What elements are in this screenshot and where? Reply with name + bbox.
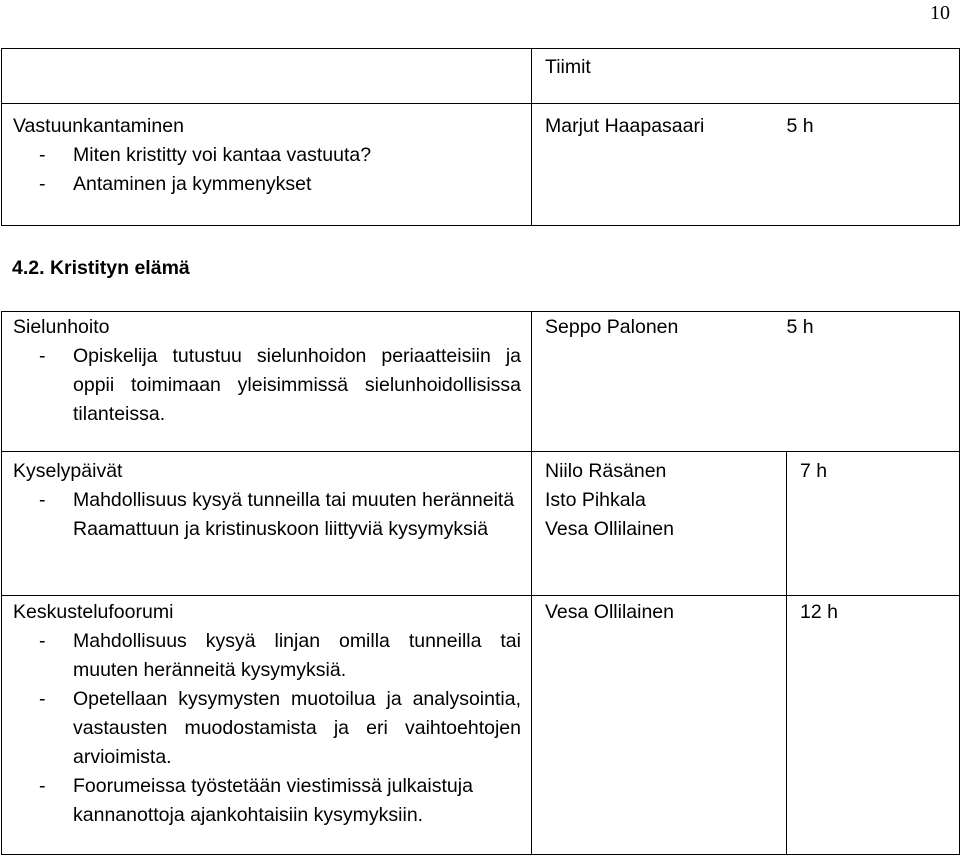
list-item: - Mahdollisuus kysyä tunneilla tai muuten heränneitä Raamattuun ja kristinuskoon liittyviä kysymyksiä <box>13 486 521 544</box>
course-cell <box>2 312 532 452</box>
list-item: - Miten kristitty voi kantaa vastuuta? <box>13 141 521 170</box>
list-item: - Opetellaan kysymysten muotoilua ja analysointia, vastausten muodostamista ja eri vaihtoehtojen arvioimista. <box>13 685 521 772</box>
list-item: - Antaminen ja kymmenykset <box>13 170 521 199</box>
course-cell <box>2 104 532 226</box>
teacher-name: Isto Pihkala <box>545 489 646 511</box>
hours-value: 5 h <box>786 316 814 338</box>
teacher-cell <box>532 104 787 226</box>
course-title: Kyselypäivät <box>13 460 123 482</box>
teacher-cell <box>532 596 787 855</box>
teacher-name: Seppo Palonen <box>545 316 679 338</box>
hours-cell <box>787 596 960 855</box>
hours-value: 7 h <box>800 460 828 482</box>
section-heading: 4.2. Kristityn elämä <box>12 257 190 279</box>
course-bullets <box>13 342 521 429</box>
course-bullets <box>13 141 521 199</box>
list-item: - Mahdollisuus kysyä linjan omilla tunneilla tai muuten heränneitä kysymyksiä. <box>13 627 521 685</box>
table-row <box>2 104 960 226</box>
hours-cell <box>787 452 960 596</box>
header-cell <box>532 49 787 104</box>
teacher-name: Marjut Haapasaari <box>545 115 705 137</box>
course-bullets <box>13 486 521 544</box>
table-row <box>2 312 960 452</box>
header-label: Tiimit <box>545 56 591 78</box>
course-cell <box>2 452 532 596</box>
hours-cell <box>787 312 960 452</box>
table-row <box>2 49 960 104</box>
teacher-cell <box>532 312 787 452</box>
page-number: 10 <box>930 2 950 24</box>
course-title: Vastuunkantaminen <box>13 115 184 137</box>
course-bullets <box>13 627 521 830</box>
hours-value: 12 h <box>800 601 838 623</box>
course-table-bottom <box>1 311 960 855</box>
list-item: - Opiskelija tutustuu sielunhoidon periaatteisiin ja oppii toimimaan yleisimmissä sielunhoidollisissa tilanteissa. <box>13 342 521 429</box>
teacher-name: Niilo Räsänen <box>545 460 667 482</box>
teacher-cell <box>532 452 787 596</box>
empty-cell <box>787 49 960 104</box>
list-item: - Foorumeissa työstetään viestimissä julkaistuja kannanottoja ajankohtaisiin kysymyksiin. <box>13 772 521 830</box>
table-row <box>2 452 960 596</box>
teacher-name: Vesa Ollilainen <box>545 518 674 540</box>
course-cell <box>2 596 532 855</box>
hours-value: 5 h <box>786 115 814 137</box>
empty-cell <box>2 49 532 104</box>
hours-cell <box>787 104 960 226</box>
teacher-name: Vesa Ollilainen <box>545 601 674 623</box>
course-table-top <box>1 48 960 226</box>
table-row <box>2 596 960 855</box>
course-title: Sielunhoito <box>13 316 110 338</box>
course-title: Keskustelufoorumi <box>13 601 174 623</box>
